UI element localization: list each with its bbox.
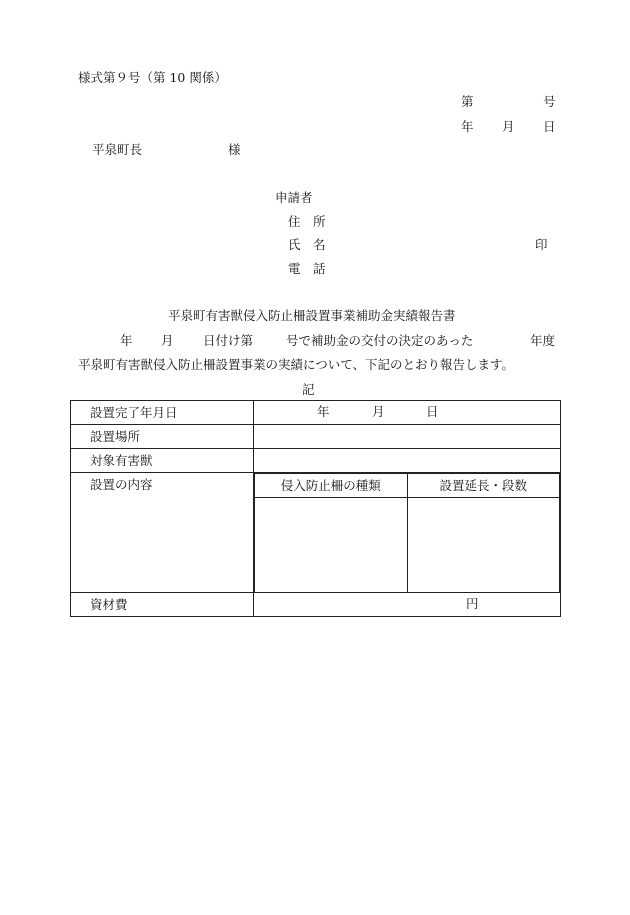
- body-line-2: 平泉町有害獣侵入防止柵設置事業の実績について、下記のとおり報告します。: [78, 357, 515, 372]
- date-month: 月: [502, 119, 515, 134]
- content-label: 設置の内容: [71, 473, 254, 593]
- table-row-completion-date: [71, 401, 561, 425]
- applicant-heading: 申請者: [275, 190, 313, 205]
- table-row-content: [71, 473, 561, 593]
- target-animal-label: 対象有害獣: [71, 449, 254, 473]
- form-number: 様式第９号（第 10 関係）: [78, 70, 227, 85]
- seal-mark: 印: [535, 237, 548, 252]
- applicant-name-label: 氏 名: [288, 237, 326, 252]
- location-field[interactable]: [254, 425, 561, 449]
- applicant-address-label: 住 所: [288, 214, 326, 229]
- table-row-material-cost: [71, 593, 561, 617]
- addressee-name: 平泉町長: [92, 142, 143, 157]
- fence-type-header: 侵入防止柵の種類: [255, 474, 408, 498]
- content-subtable-cell: [254, 473, 561, 593]
- yen-unit: 円: [466, 596, 479, 611]
- body-year: 年: [120, 333, 133, 348]
- completion-month: 月: [372, 404, 385, 419]
- doc-number-suffix: 号: [543, 94, 556, 109]
- date-day: 日: [543, 119, 556, 134]
- material-cost-label: 資材費: [71, 593, 254, 617]
- body-number: 号で補助金の交付の決定のあった: [286, 333, 474, 348]
- report-table: [70, 400, 561, 617]
- fence-type-field[interactable]: [255, 498, 408, 593]
- table-row-location: [71, 425, 561, 449]
- completion-day: 日: [426, 404, 439, 419]
- location-label: 設置場所: [71, 425, 254, 449]
- doc-number-prefix: 第: [461, 94, 474, 109]
- completion-date-field[interactable]: [254, 401, 561, 425]
- addressee-honorific: 様: [228, 142, 241, 157]
- body-dated: 日付け第: [203, 333, 254, 348]
- length-header: 設置延長・段数: [407, 474, 560, 498]
- length-field[interactable]: [407, 498, 560, 593]
- completion-date-label: 設置完了年月日: [71, 401, 254, 425]
- body-fiscal-year: 年度: [530, 333, 556, 348]
- applicant-phone-label: 電 話: [288, 261, 326, 276]
- content-subtable: [254, 473, 560, 592]
- completion-year: 年: [317, 404, 330, 419]
- body-month: 月: [161, 333, 174, 348]
- material-cost-field[interactable]: [254, 593, 561, 617]
- date-year: 年: [461, 119, 474, 134]
- document-title: 平泉町有害獣侵入防止柵設置事業補助金実績報告書: [168, 308, 456, 323]
- ki-mark: 記: [302, 382, 315, 397]
- table-row-target-animal: [71, 449, 561, 473]
- target-animal-field[interactable]: [254, 449, 561, 473]
